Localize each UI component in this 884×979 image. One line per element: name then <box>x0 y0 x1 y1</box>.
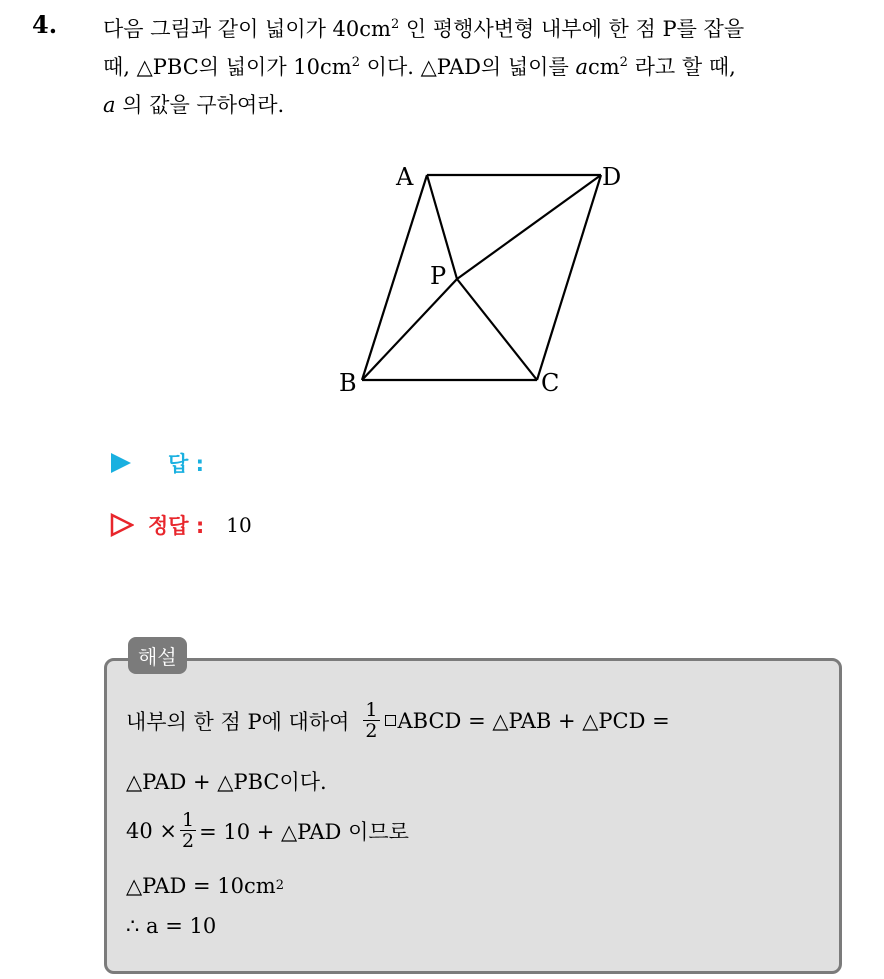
solution-line-3: 40 × $\frac{1}{2}$ = 10 + △PAD 이므로 <box>126 809 409 852</box>
vertex-label-a: A <box>396 163 414 191</box>
solution-line-5: ∴ a = 10 <box>126 914 217 938</box>
vertex-label-d: D <box>602 163 622 191</box>
segment-dp <box>457 175 601 279</box>
question-line-2: 때, △PBC의 넓이가 $10cm^2$ 이다. △PAD의 넓이를 acm$^2$ 라고 할 때, <box>103 55 736 79</box>
vertex-label-c: C <box>541 369 560 397</box>
question-line-3: a 의 값을 구하여라. <box>103 93 285 117</box>
fraction-one-half: $\frac{1}{2}$ <box>365 699 378 742</box>
solution-line-4: △PAD = 10cm 2 <box>126 874 284 898</box>
play-outline-icon <box>110 513 134 537</box>
correct-answer-value: 10 <box>226 513 252 537</box>
fraction-one-half-2: $\frac{1}{2}$ <box>182 809 195 852</box>
answer-row <box>110 448 204 478</box>
point-label-p: P <box>430 262 447 290</box>
side-dc <box>537 175 601 380</box>
correct-answer-label: 정답 : <box>148 514 205 538</box>
vertex-label-b: B <box>339 369 357 397</box>
solution-line-1: 내부의 한 점 P에 대하여 $\frac{1}{2}$ ABCD = △PAB + △PCD = <box>126 699 670 742</box>
solution-line-2: △PAD + △PBC이다. <box>126 770 327 794</box>
parallelogram-figure <box>330 155 640 405</box>
correct-answer-row <box>110 510 252 540</box>
segment-bp <box>362 279 457 380</box>
question-text <box>103 10 873 124</box>
parallelogram-symbol-icon <box>385 715 396 726</box>
side-ab <box>362 175 427 380</box>
answer-label: 답 : <box>168 452 204 476</box>
play-filled-icon <box>110 452 132 474</box>
question-line-1: 다음 그림과 같이 넓이가 $40cm^2$ 인 평행사변형 내부에 한 점 P를 잡을 <box>103 17 745 41</box>
question-number: 4. <box>32 10 58 39</box>
segment-cp <box>457 279 537 380</box>
solution-tag: 해설 <box>128 637 187 674</box>
